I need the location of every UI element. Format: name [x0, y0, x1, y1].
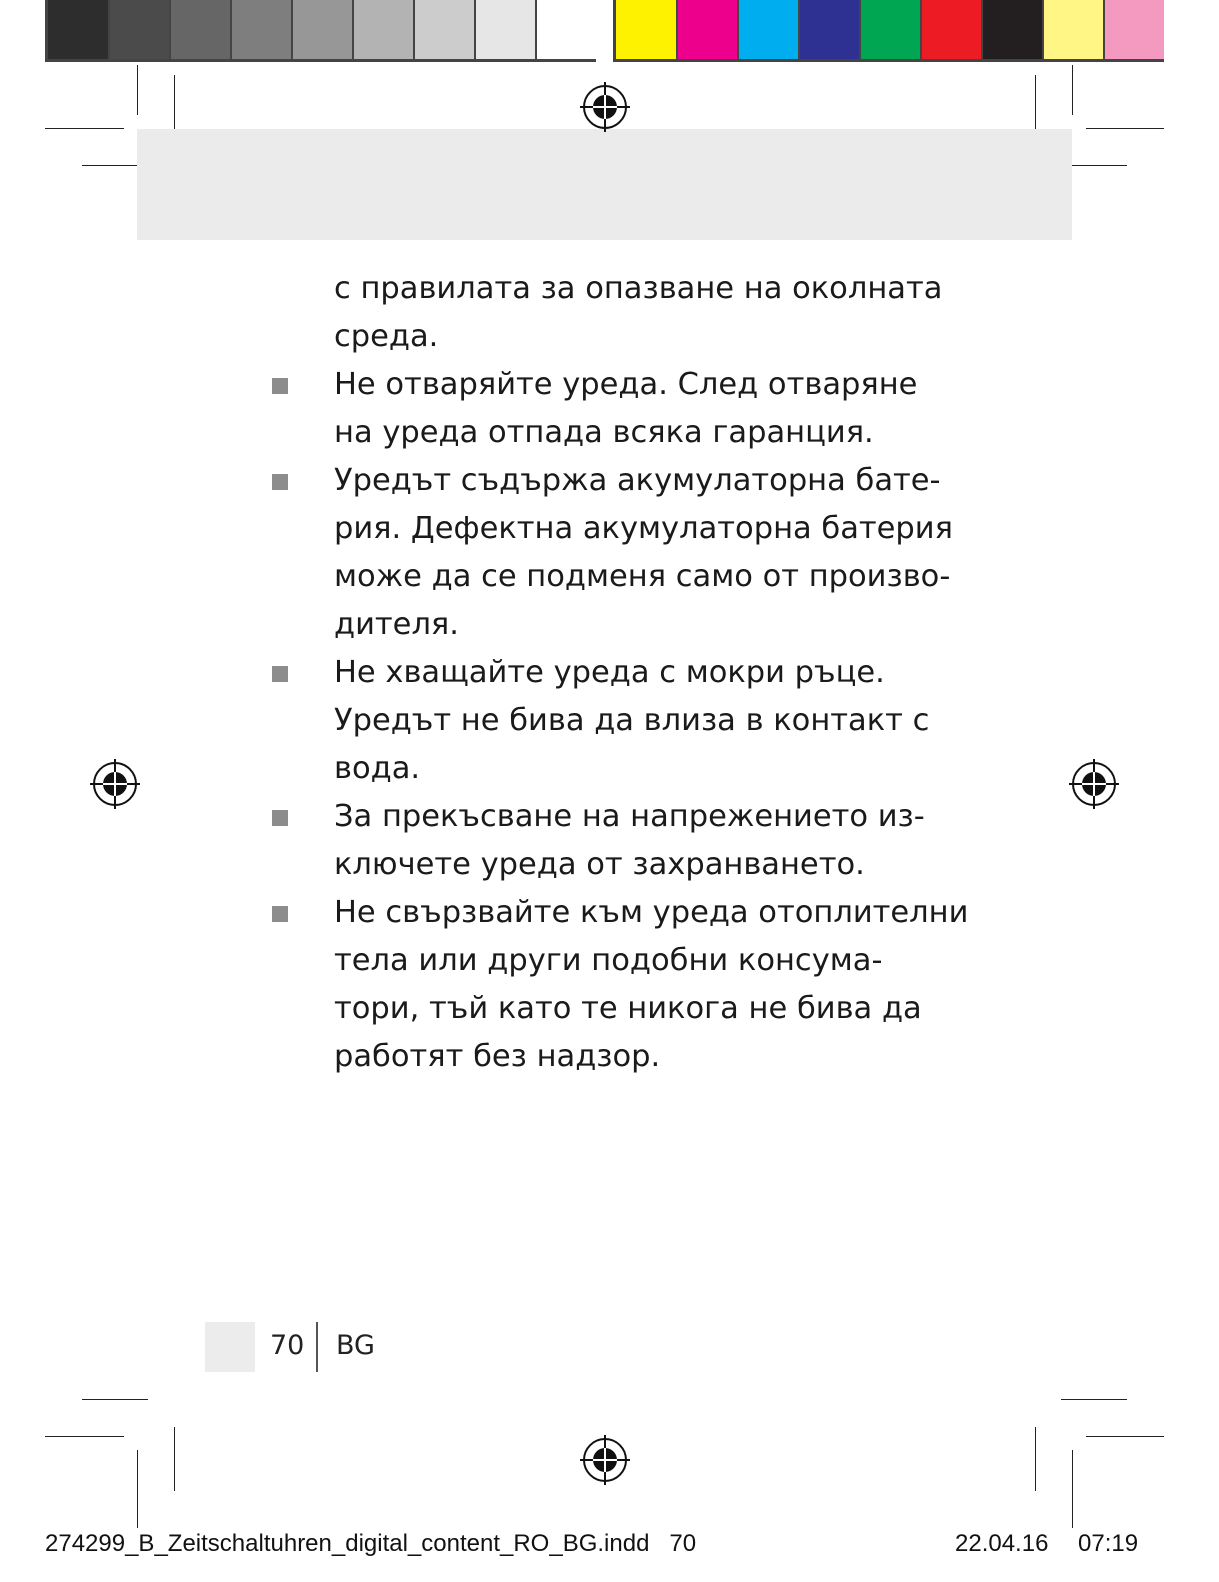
- crop-mark: [137, 65, 138, 115]
- registration-mark-icon: [90, 759, 140, 809]
- square-bullet-icon: [272, 666, 288, 682]
- crop-mark: [1086, 1436, 1164, 1437]
- gray-swatch: [171, 0, 232, 59]
- gray-swatch: [476, 0, 537, 59]
- crop-mark: [1061, 1399, 1127, 1400]
- color-swatch: [800, 0, 861, 59]
- square-bullet-icon: [272, 474, 288, 490]
- text-line: За прекъсване на напрежението из-: [334, 799, 925, 834]
- bullet-item: [334, 457, 974, 649]
- crop-mark: [174, 1427, 175, 1491]
- color-swatch: [1105, 0, 1164, 59]
- crop-mark: [1086, 128, 1164, 129]
- crop-mark: [82, 1399, 148, 1400]
- footer-marker: [205, 1322, 255, 1372]
- crop-mark: [1035, 75, 1036, 137]
- square-bullet-icon: [272, 378, 288, 394]
- color-swatch: [739, 0, 800, 59]
- gray-swatch: [354, 0, 415, 59]
- square-bullet-icon: [272, 810, 288, 826]
- crop-mark: [137, 1450, 138, 1528]
- square-bullet-icon: [272, 906, 288, 922]
- language-code: BG: [336, 1330, 375, 1361]
- text-line: Уредът не бива да влиза в контакт с: [334, 703, 930, 738]
- gray-swatch: [293, 0, 354, 59]
- gray-swatch: [415, 0, 476, 59]
- safety-instructions: [334, 265, 974, 1081]
- crop-mark: [174, 75, 175, 137]
- intro-paragraph: [334, 265, 974, 361]
- registration-mark-icon: [580, 82, 630, 132]
- text-line: Не отваряйте уреда. След отваряне: [334, 367, 918, 402]
- crop-mark: [1072, 65, 1073, 115]
- color-swatch: [1044, 0, 1105, 59]
- text-line: може да се подменя само от произво-: [334, 559, 951, 594]
- header-band: [137, 129, 1072, 240]
- text-line: рия. Дефектна акумулаторна батерия: [334, 511, 953, 546]
- process-color-bar: [613, 0, 1164, 62]
- slug-time: 07:19: [1078, 1530, 1139, 1557]
- slug-filename: 274299_B_Zeitschaltuhren_digital_content_RO_BG.indd 70: [45, 1530, 697, 1557]
- text-line: тори, тъй като те никога не бива да: [334, 991, 922, 1026]
- registration-mark-icon: [1069, 759, 1119, 809]
- text-line: с правилата за опазване на околната: [334, 271, 943, 306]
- text-line: на уреда отпада всяка гаранция.: [334, 415, 874, 450]
- bullet-item: [334, 889, 974, 1081]
- text-line: работят без надзор.: [334, 1039, 661, 1074]
- gray-swatch: [232, 0, 293, 59]
- registration-mark-icon: [580, 1435, 630, 1485]
- slug-date: 22.04.16: [955, 1530, 1049, 1557]
- grayscale-color-bar: [45, 0, 596, 62]
- gray-swatch: [48, 0, 110, 59]
- color-swatch: [922, 0, 983, 59]
- text-line: дителя.: [334, 607, 459, 642]
- text-line: Не свързвайте към уреда отоплителни: [334, 895, 969, 930]
- text-line: вода.: [334, 751, 421, 786]
- text-line: ключете уреда от захранването.: [334, 847, 865, 882]
- text-line: тела или други подобни консума-: [334, 943, 883, 978]
- color-swatch: [616, 0, 678, 59]
- color-swatch: [678, 0, 739, 59]
- crop-mark: [45, 128, 124, 129]
- footer-divider: [316, 1322, 318, 1372]
- text-line: Уредът съдържа акумулаторна бате-: [334, 463, 941, 498]
- bullet-item: [334, 649, 974, 793]
- crop-mark: [1072, 1450, 1073, 1528]
- bullet-item: [334, 361, 974, 457]
- color-swatch: [861, 0, 922, 59]
- crop-mark: [45, 1436, 124, 1437]
- text-line: среда.: [334, 319, 439, 354]
- gray-swatch: [537, 0, 596, 59]
- color-swatch: [983, 0, 1044, 59]
- gray-swatch: [110, 0, 171, 59]
- crop-mark: [1035, 1427, 1036, 1491]
- text-line: Не хващайте уреда с мокри ръце.: [334, 655, 885, 690]
- page-number: 70: [270, 1330, 305, 1361]
- bullet-item: [334, 793, 974, 889]
